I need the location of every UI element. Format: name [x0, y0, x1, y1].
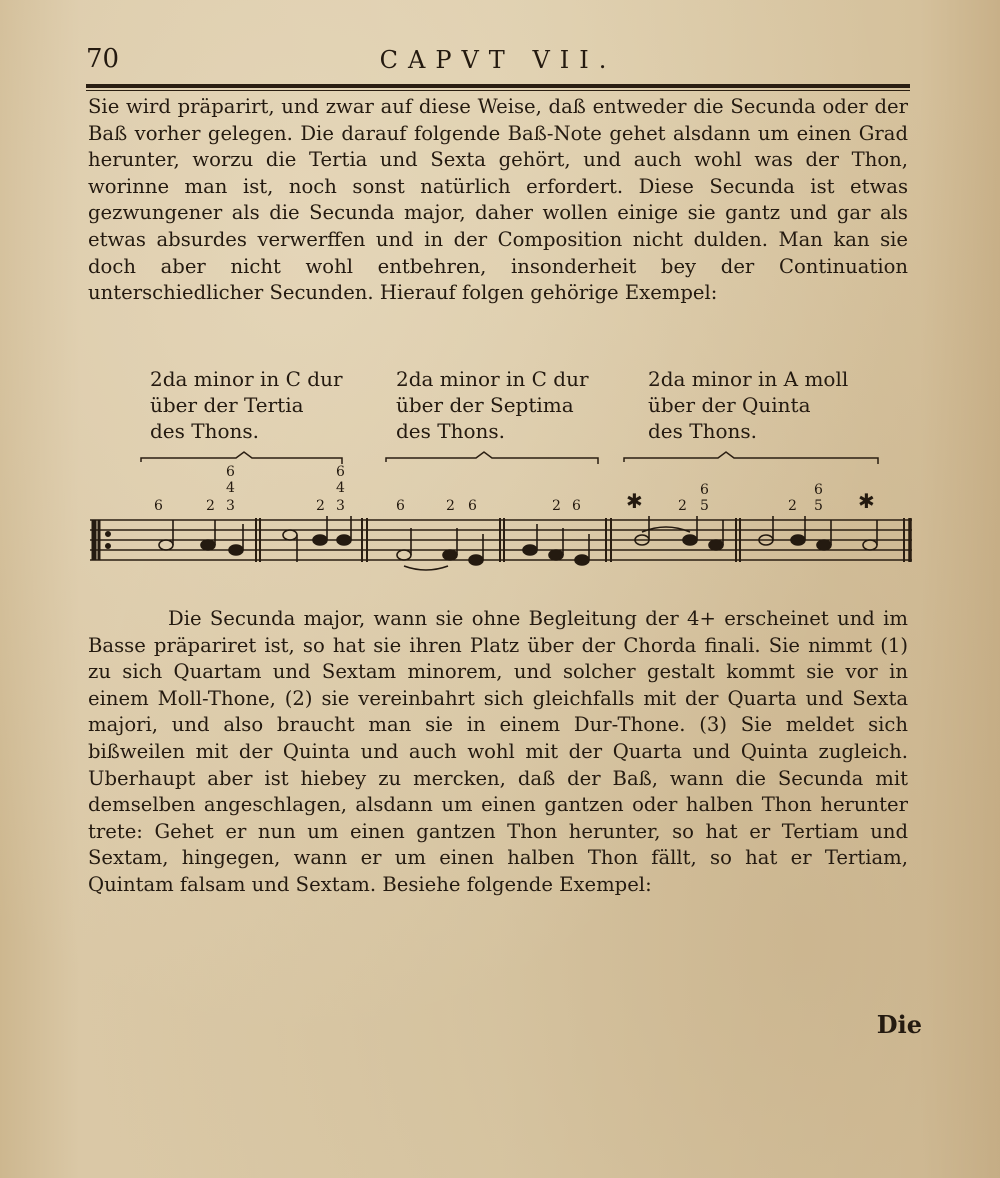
figured-bass-numerals	[154, 464, 875, 514]
figure-5: 5	[814, 498, 823, 514]
page-header	[86, 44, 910, 80]
example-1-line-2: über der Tertia	[150, 393, 304, 417]
example-brackets	[141, 452, 878, 464]
figure-4: 4	[226, 480, 235, 496]
page-number: 70	[86, 44, 120, 74]
example-1-line-3: des Thons.	[150, 419, 260, 443]
quarter-note	[575, 555, 589, 565]
figure-6: 6	[700, 482, 709, 498]
figure-2: 2	[446, 498, 455, 514]
figure-2: 2	[206, 498, 215, 514]
figure-6: 6	[396, 498, 405, 514]
header-rule-thin	[86, 90, 910, 91]
example-1-line-1: 2da minor in C dur	[150, 367, 343, 391]
quarter-note	[201, 540, 215, 550]
quarter-note	[469, 555, 483, 565]
sharp-star: ✱	[626, 489, 643, 513]
half-note	[159, 540, 173, 550]
quarter-note	[817, 540, 831, 550]
quarter-note	[549, 550, 563, 560]
catchword: Die	[876, 1010, 922, 1039]
figure-6: 6	[814, 482, 823, 498]
quarter-note	[313, 535, 327, 545]
figure-2: 2	[552, 498, 561, 514]
example-2-line-2: über der Septima	[396, 393, 574, 417]
figure-2: 2	[316, 498, 325, 514]
example-1-label	[150, 366, 343, 444]
paragraph-1: Sie wird präparirt, und zwar auf diese Weise, daß entweder die Secunda oder der Baß vorher gelegen. Die darauf folgende Baß-Note gehet alsdann um einen Grad herunter, worzu die Tertia und Sexta gehört, und auch wohl was der Thon, worinne man ist, noch sonst natürlich erfordert. Diese Secunda ist etwas gezwungener als die Secunda major, daher wollen einige sie gantz und gar als etwas absurdes verwerffen und in der Composition nicht dulden. Man kan sie doch aber nicht wohl entbehren, insonderheit bey der Continuation unterschiedlicher Secunden. Hierauf folgen gehörige Exempel:	[88, 95, 908, 305]
example-2-line-1: 2da minor in C dur	[396, 367, 589, 391]
example-3-line-1: 2da minor in A moll	[648, 367, 849, 391]
example-3-line-3: des Thons.	[648, 419, 758, 443]
figure-2: 2	[678, 498, 687, 514]
quarter-note	[337, 535, 351, 545]
half-note	[397, 550, 411, 560]
half-note	[283, 530, 297, 540]
quarter-note	[443, 550, 457, 560]
paragraph-2: Die Secunda major, wann sie ohne Begleitung der 4+ erscheinet und im Basse präpariret ist, so hat sie ihren Platz über der Chorda finali. Sie nimmt (1) zu sich Quartam und Sextam minorem, und solcher gestalt kommt sie vor in einem Moll-Thone, (2) sie vereinbahrt sich gleichfalls mit der Quarta und Sexta majori, und also braucht man sie in einem Dur-Thone. (3) Sie meldet sich bißweilen mit der Quinta und auch wohl mit der Quarta und Quinta zugleich. Uberhaupt aber ist hiebey zu mercken, daß der Baß, wann die Secunda mit demselben angeschlagen, alsdann um einen gantzen oder halben Thon herunter trete: Gehet er nun um einen gantzen Thon herunter, so hat er Tertiam und Sextam, hingegen, wann er um einen halben Thon fällt, so hat er Tertiam, Quintam falsam und Sextam. Besiehe folgende Exempel:	[88, 607, 908, 896]
figure-6: 6	[468, 498, 477, 514]
sharp-star: ✱	[858, 489, 875, 513]
example-2-label	[396, 366, 589, 444]
quarter-note	[523, 545, 537, 555]
header-rule	[86, 84, 910, 88]
example-3-line-2: über der Quinta	[648, 393, 811, 417]
running-head: CAPVT VII.	[379, 46, 617, 74]
example-3-label	[648, 366, 848, 444]
figure-6: 6	[336, 464, 345, 480]
figure-5: 5	[700, 498, 709, 514]
figured-bass-music-example	[86, 448, 916, 588]
figure-2: 2	[788, 498, 797, 514]
quarter-note	[791, 535, 805, 545]
quarter-note	[709, 540, 723, 550]
figure-6: 6	[572, 498, 581, 514]
half-note	[863, 540, 877, 550]
example-2-line-3: des Thons.	[396, 419, 506, 443]
quarter-note	[229, 545, 243, 555]
figure-3: 3	[336, 498, 345, 514]
quarter-note	[683, 535, 697, 545]
figure-6: 6	[154, 498, 163, 514]
figure-6: 6	[226, 464, 235, 480]
figure-3: 3	[226, 498, 235, 514]
notes	[159, 516, 877, 570]
figure-4: 4	[336, 480, 345, 496]
